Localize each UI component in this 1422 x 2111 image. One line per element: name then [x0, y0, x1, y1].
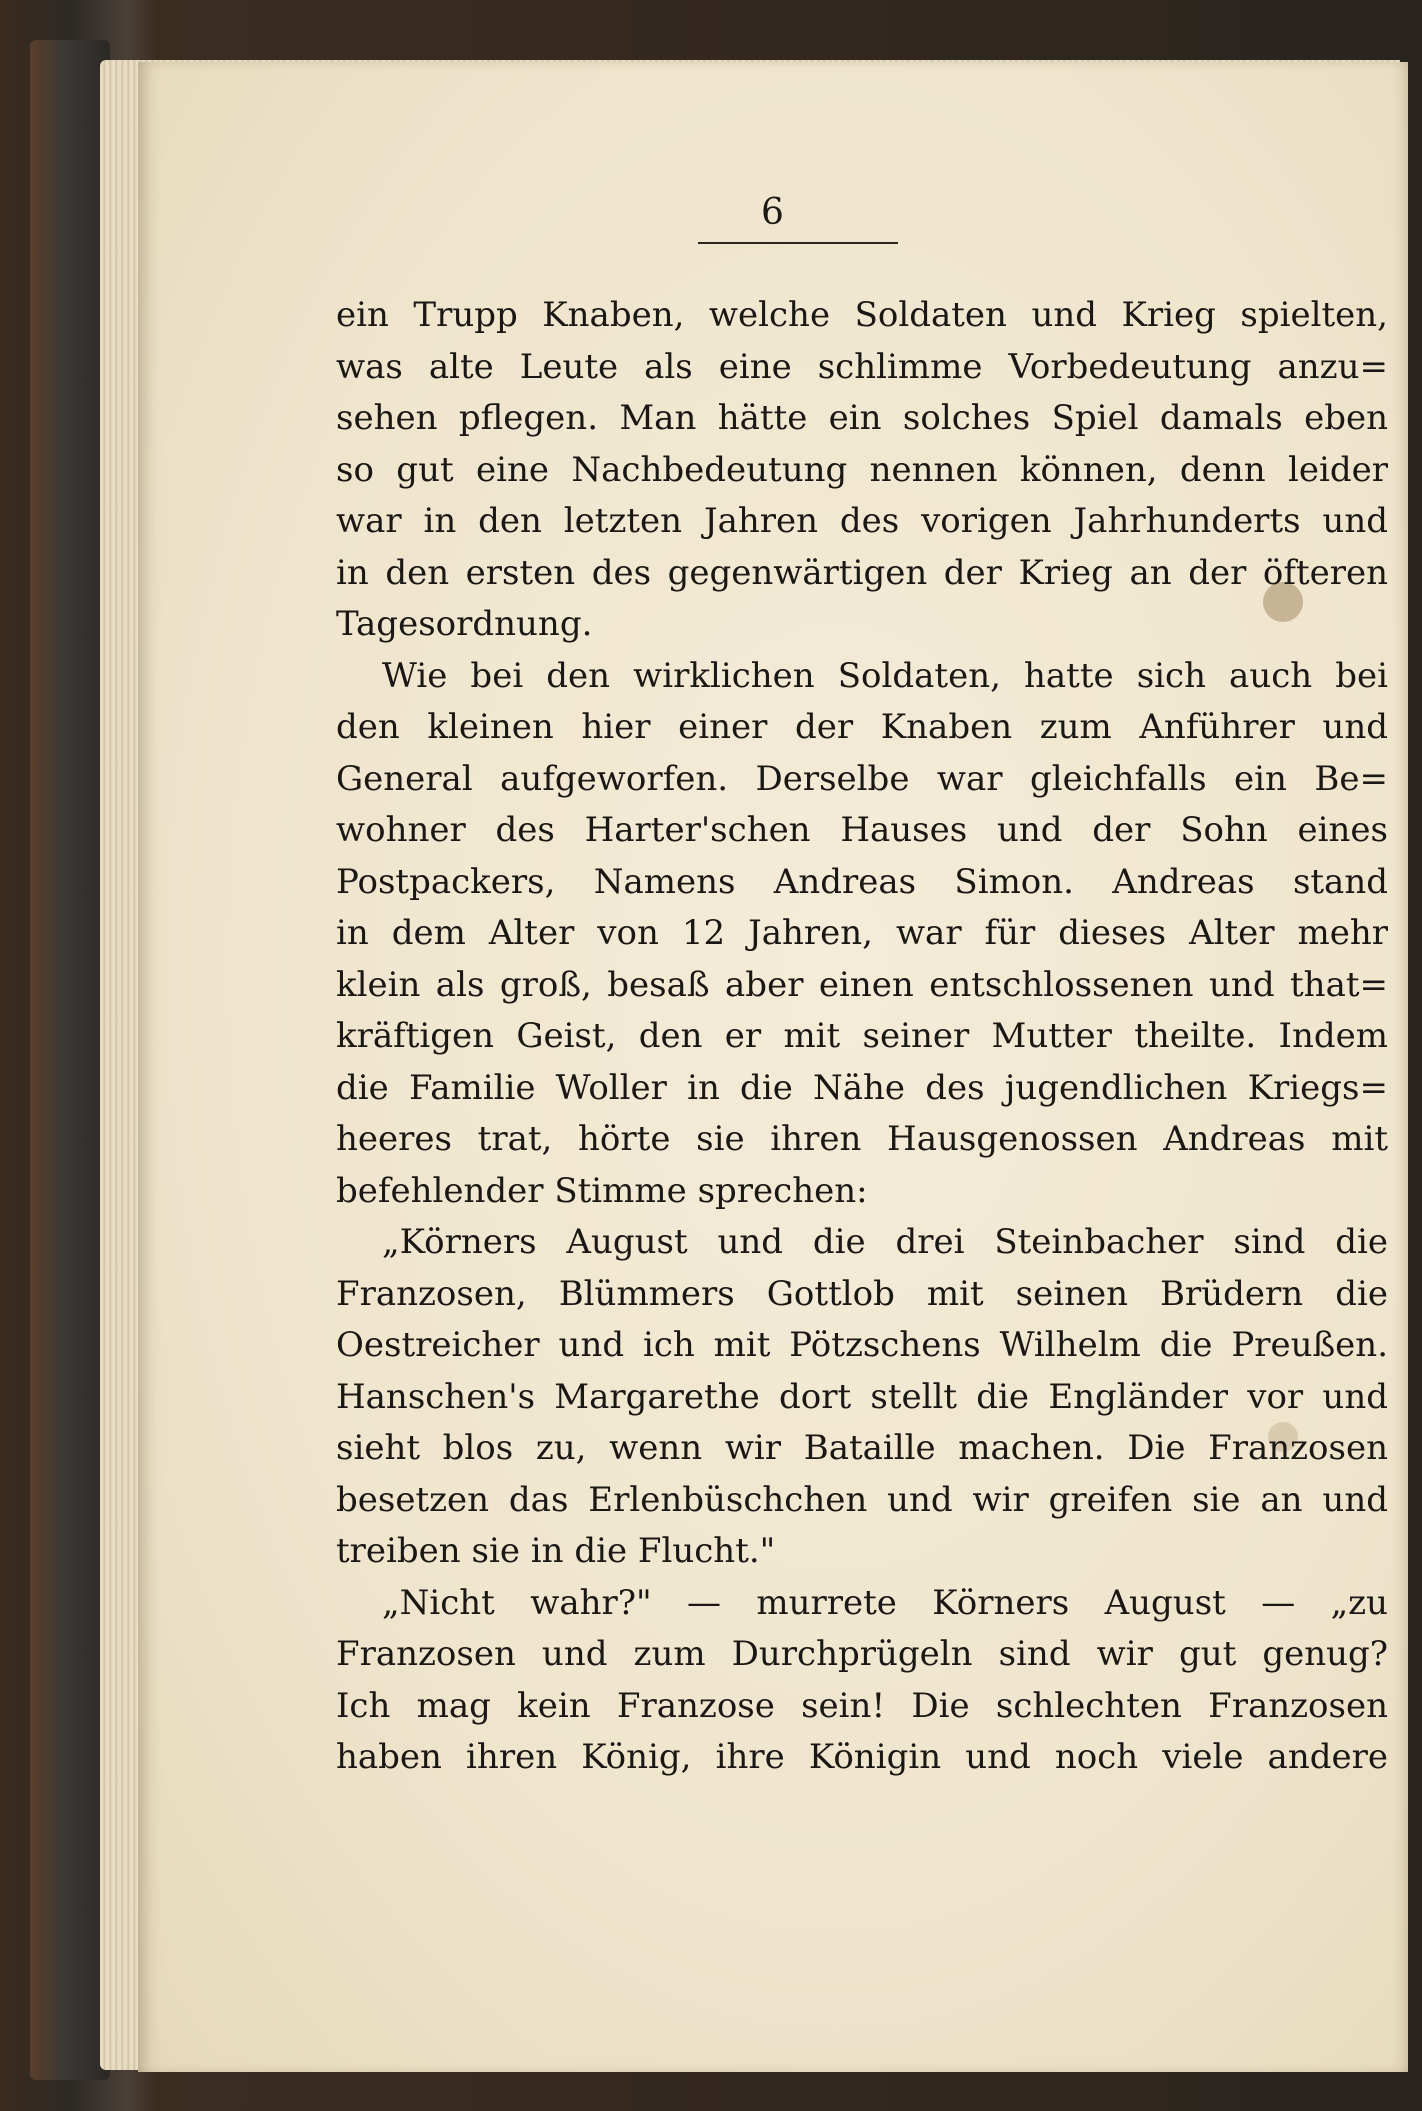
text-line: besetzen das Erlenbüschchen und wir greifen sie an und	[336, 1479, 1388, 1520]
text-line: Ich mag kein Franzose sein! Die schlechten Franzosen	[336, 1685, 1388, 1726]
text-line: General aufgeworfen. Derselbe war gleichfalls ein Be=	[336, 758, 1388, 799]
text-line: war in den letzten Jahren des vorigen Jahrhunderts und	[336, 501, 1388, 541]
book-spine	[30, 40, 110, 2080]
text-line: treiben sie in die Flucht."	[336, 1531, 776, 1571]
text-line: heeres trat, hörte sie ihren Hausgenossen Andreas mit	[336, 1119, 1388, 1159]
text-line: Tagesordnung.	[336, 604, 593, 644]
text-line: „Körners August und die drei Steinbacher sind die	[382, 1222, 1388, 1262]
text-line: die Familie Woller in die Nähe des jugendlichen Kriegs=	[336, 1067, 1388, 1108]
text-line: Franzosen, Blümmers Gottlob mit seinen Brüdern die	[336, 1273, 1388, 1314]
text-line: Franzosen und zum Durchprügeln sind wir gut genug?	[336, 1634, 1388, 1674]
page-number: 6	[761, 192, 785, 233]
text-line: wohner des Harter'schen Hauses und der Sohn eines	[336, 810, 1388, 850]
text-line: klein als groß, besaß aber einen entschlossenen und that=	[336, 964, 1388, 1005]
text-line: haben ihren König, ihre Königin und noch viele andere	[336, 1737, 1388, 1777]
text-line: Oestreicher und ich mit Pötzschens Wilhelm die Preußen.	[336, 1325, 1388, 1365]
text-line: was alte Leute als eine schlimme Vorbedeutung anzu=	[336, 346, 1388, 387]
text-line: Wie bei den wirklichen Soldaten, hatte sich auch bei	[382, 655, 1388, 696]
text-line: befehlender Stimme sprechen:	[336, 1170, 868, 1211]
text-line: Hanschen's Margarethe dort stellt die Engländer vor und	[336, 1376, 1388, 1417]
text-line: „Nicht wahr?" — murrete Körners August — „zu	[382, 1582, 1388, 1623]
text-line: den kleinen hier einer der Knaben zum Anführer und	[336, 707, 1388, 747]
body-text	[336, 290, 1388, 1784]
text-line: in den ersten des gegenwärtigen der Krieg an der öfteren	[336, 552, 1388, 593]
text-line: sieht blos zu, wenn wir Bataille machen. Die Franzosen	[336, 1428, 1388, 1468]
text-line: in dem Alter von 12 Jahren, war für dieses Alter mehr	[336, 913, 1388, 953]
text-line: ein Trupp Knaben, welche Soldaten und Krieg spielten,	[336, 295, 1388, 335]
header-rule	[698, 242, 898, 244]
book-page	[138, 62, 1408, 2072]
text-line: sehen pflegen. Man hätte ein solches Spiel damals eben	[336, 398, 1388, 438]
text-line: kräftigen Geist, den er mit seiner Mutter theilte. Indem	[336, 1016, 1388, 1056]
text-line: so gut eine Nachbedeutung nennen können, denn leider	[336, 449, 1388, 490]
text-line: Postpackers, Namens Andreas Simon. Andreas stand	[336, 861, 1388, 902]
